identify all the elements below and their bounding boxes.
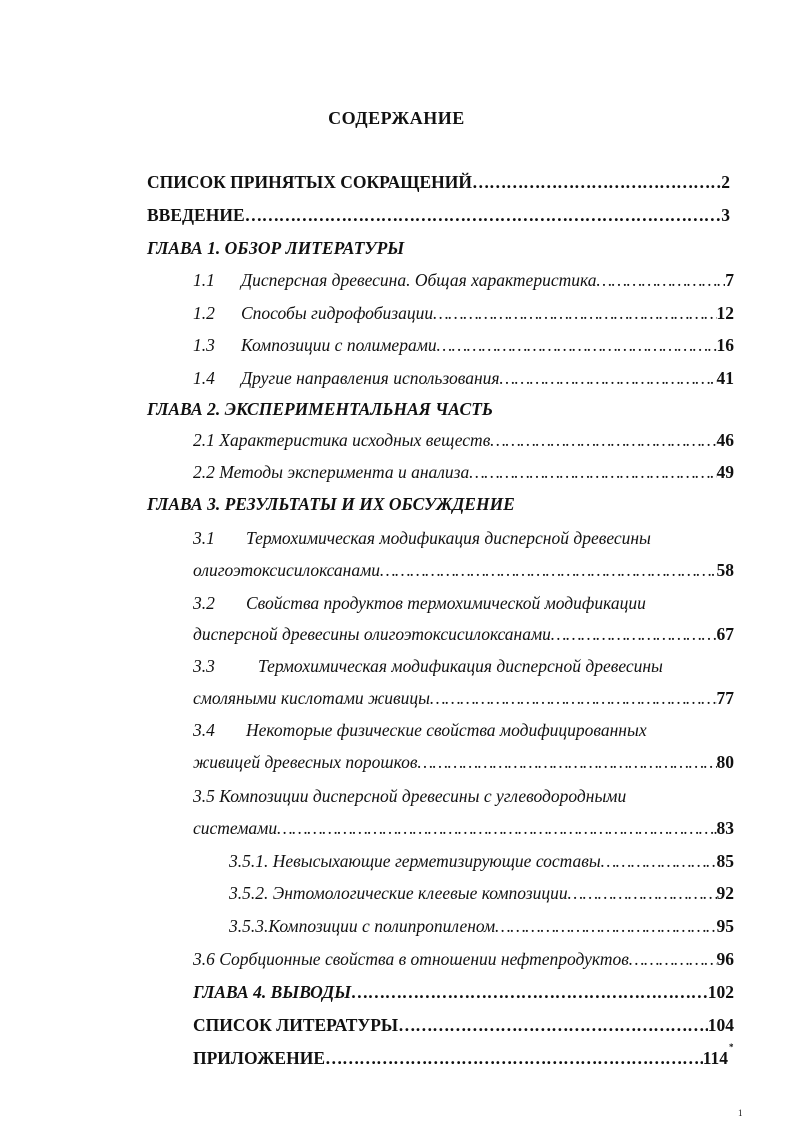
toc-label: 3.5.1. Невысыхающие герметизирующие составы xyxy=(229,851,601,871)
toc-label: 3.5.3.Композиции с полипропиленом xyxy=(229,916,496,936)
toc-entry-3-6 xyxy=(193,947,734,971)
toc-entry-3-2-line2 xyxy=(193,622,734,646)
section-number: 1.3 xyxy=(193,335,215,355)
section-number: 1.1 xyxy=(193,270,215,290)
section-number: 1.2 xyxy=(193,303,215,323)
section-number: 3.3 xyxy=(193,656,215,676)
toc-entry-references xyxy=(193,1013,734,1037)
toc-label: СПИСОК ЛИТЕРАТУРЫ xyxy=(193,1015,399,1035)
toc-page: 85 xyxy=(716,851,734,871)
section-title: Дисперсная древесина. Общая характеристика xyxy=(241,270,597,290)
toc-page: 49 xyxy=(716,462,734,482)
section-title: Другие направления использования xyxy=(241,368,500,388)
toc-page: 2 xyxy=(721,172,730,192)
toc-entry-3-4-line1 xyxy=(193,718,647,742)
section-title: Некоторые физические свойства модифицированных xyxy=(246,720,647,740)
leader-dots xyxy=(433,301,716,325)
toc-label: живицей древесных порошков xyxy=(193,752,418,772)
section-number: 3.1 xyxy=(193,528,215,548)
toc-page: 92 xyxy=(716,883,734,903)
toc-entry-abbreviations xyxy=(147,170,730,194)
toc-entry-chapter-4 xyxy=(193,980,734,1004)
toc-page: 96 xyxy=(716,949,734,969)
toc-entry-3-3-line1 xyxy=(193,654,663,678)
chapter-2-heading: ГЛАВА 2. ЭКСПЕРИМЕНТАЛЬНАЯ ЧАСТЬ xyxy=(147,399,493,419)
leader-dots xyxy=(500,366,717,390)
toc-label: СПИСОК ПРИНЯТЫХ СОКРАЩЕНИЙ xyxy=(147,172,472,192)
section-title: Термохимическая модификация дисперсной древесины xyxy=(258,656,663,676)
toc-label: 3.5.2. Энтомологические клеевые композиции xyxy=(229,883,568,903)
chapter-1-heading: ГЛАВА 1. ОБЗОР ЛИТЕРАТУРЫ xyxy=(147,238,405,258)
toc-label: ПРИЛОЖЕНИЕ xyxy=(193,1048,326,1068)
toc-page: 102 xyxy=(707,982,734,1002)
toc-page: 114 xyxy=(702,1048,728,1068)
toc-label: ГЛАВА 4. ВЫВОДЫ xyxy=(193,982,352,1002)
toc-entry-3-4-line2 xyxy=(193,750,734,774)
leader-dots xyxy=(601,849,717,873)
toc-label: дисперсной древесины олигоэтоксисилоксанами xyxy=(193,624,551,644)
toc-page: 80 xyxy=(716,752,734,772)
toc-page: 12 xyxy=(716,303,734,323)
leader-dots xyxy=(568,881,717,905)
toc-label xyxy=(193,366,500,390)
toc-entry-introduction xyxy=(147,203,730,227)
leader-dots xyxy=(596,268,725,292)
toc-page: 95 xyxy=(716,916,734,936)
leader-dots xyxy=(351,980,708,1004)
toc-label xyxy=(193,268,596,292)
toc-entry-3-5-1 xyxy=(229,849,734,873)
toc-entry-3-5-line1: 3.5 Композиции дисперсной древесины с углеводородными xyxy=(193,786,627,806)
chapter-3-heading: ГЛАВА 3. РЕЗУЛЬТАТЫ И ИХ ОБСУЖДЕНИЕ xyxy=(147,494,515,514)
section-title: Свойства продуктов термохимической модификации xyxy=(246,593,646,613)
leader-dots xyxy=(437,333,717,357)
toc-label: ВВЕДЕНИЕ xyxy=(147,205,245,225)
toc-label xyxy=(193,301,433,325)
section-number: 1.4 xyxy=(193,368,215,388)
appendix-asterisk: * xyxy=(729,1042,734,1052)
leader-dots xyxy=(629,947,717,971)
toc-page: 83 xyxy=(716,818,734,838)
toc-label: смоляными кислотами живицы xyxy=(193,688,431,708)
toc-page: 41 xyxy=(716,368,734,388)
leader-dots xyxy=(398,1013,708,1037)
leader-dots xyxy=(472,170,721,194)
section-title: Композиции с полимерами xyxy=(241,335,437,355)
toc-page: 67 xyxy=(716,624,734,644)
section-title: Термохимическая модификация дисперсной древесины xyxy=(246,528,651,548)
toc-entry-3-1-line2 xyxy=(193,558,734,582)
leader-dots xyxy=(551,622,717,646)
toc-entry-3-2-line1 xyxy=(193,591,646,615)
toc-entry-appendix xyxy=(193,1046,728,1070)
page-title: СОДЕРЖАНИЕ xyxy=(328,108,465,128)
toc-page: 46 xyxy=(716,430,734,450)
toc-entry-3-3-line2 xyxy=(193,686,734,710)
toc-entry-1-2 xyxy=(193,301,734,325)
toc-label: системами xyxy=(193,818,278,838)
toc-entry-2-2 xyxy=(193,460,734,484)
section-number: 3.4 xyxy=(193,720,215,740)
toc-page: 58 xyxy=(716,560,734,580)
leader-dots xyxy=(490,428,716,452)
section-number: 3.2 xyxy=(193,593,215,613)
toc-entry-3-1-line1 xyxy=(193,526,651,550)
section-title: Способы гидрофобизации xyxy=(241,303,434,323)
toc-entry-3-5-3 xyxy=(229,914,734,938)
page-number: 1 xyxy=(738,1108,743,1118)
toc-label: 3.6 Сорбционные свойства в отношении нефтепродуктов xyxy=(193,949,629,969)
leader-dots xyxy=(495,914,716,938)
leader-dots xyxy=(277,816,716,840)
toc-entry-2-1 xyxy=(193,428,734,452)
toc-label: 2.1 Характеристика исходных веществ xyxy=(193,430,491,450)
leader-dots xyxy=(325,1046,703,1070)
leader-dots xyxy=(380,558,717,582)
leader-dots xyxy=(469,460,716,484)
toc-entry-1-1 xyxy=(193,268,734,292)
toc-page: 3 xyxy=(721,205,730,225)
toc-label xyxy=(193,333,437,357)
toc-entry-1-4 xyxy=(193,366,734,390)
toc-page: 104 xyxy=(707,1015,734,1035)
toc-page: 16 xyxy=(716,335,734,355)
toc-entry-3-5-line2 xyxy=(193,816,734,840)
toc-label: 2.2 Методы эксперимента и анализа xyxy=(193,462,470,482)
toc-entry-1-3 xyxy=(193,333,734,357)
toc-page: 7 xyxy=(725,270,734,290)
toc-entry-3-5-2 xyxy=(229,881,734,905)
leader-dots xyxy=(417,750,716,774)
toc-page: 77 xyxy=(716,688,734,708)
leader-dots xyxy=(245,203,722,227)
toc-label: олигоэтоксисилоксанами xyxy=(193,560,380,580)
leader-dots xyxy=(430,686,716,710)
